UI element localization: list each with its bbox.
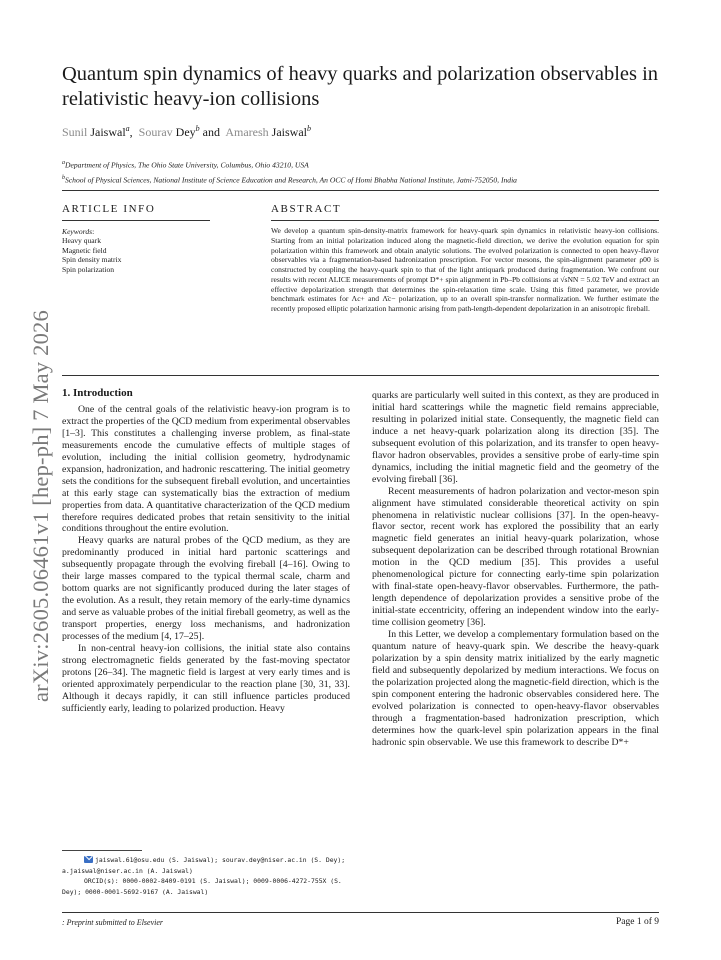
affiliation-text: Department of Physics, The Ohio State University, Columbus, Ohio 43210, USA [65, 160, 309, 170]
author-affiliation-mark: b [307, 124, 311, 133]
abstract-heading: ABSTRACT [271, 203, 342, 215]
abstract-rule [271, 220, 659, 221]
body-paragraph: In this Letter, we develop a complementary formulation based on the quantum nature of heavy-quark spin. We describe the heavy-quark polarization by a spin density matrix initialized by the early magnetic field and subsequently depolarized by medium interactions. We focus on the polarization projected along the magnetic-field direction, which is the spin component entering the hadronic observables considered here. The evolved polarization is connected to open-heavy-flavor observables through a fragmentation-based hadronization prescription, which determines how the quark-level spin polarization appears in the final hadronic spin observable. We use this framework to describe D*+ [372, 629, 659, 748]
footnote-orcids: ORCID(s): 0000-0002-8409-0191 (S. Jaiswal); 0009-0006-4272-755X (S. Dey); 0000-0001-5692-9167 (A. Jaiswal) [62, 877, 342, 896]
author-family-name: Dey [175, 125, 196, 139]
article-info-rule [62, 220, 210, 221]
author-affiliation-mark: a [125, 124, 130, 133]
abstract-bottom-divider [62, 375, 659, 376]
author-conjunction: and [202, 125, 220, 139]
footer-divider [62, 912, 659, 913]
section-heading-introduction: 1. Introduction [62, 387, 133, 399]
paper-title: Quantum spin dynamics of heavy quarks and polarization observables in relativistic heavy-ion collisions [62, 63, 659, 110]
abstract-text: We develop a quantum spin-density-matrix framework for heavy-quark spin dynamics in relativistic heavy-ion collisions. Starting from an initial polarization induced along the magnetic-field direction, we derive the evolution equation for spin polarization within this framework and obtain analytic solutions. The evolved polarization is connected to open heavy-flavor observables via a fragmentation-based hadronization prescription. For vector mesons, the spin-alignment parameter ρ00 is constructed by coupling the heavy-quark spin to that of the light antiquark produced during fragmentation. We confront our results with recent ALICE measurements of prompt D*+ spin alignment in Pb–Pb collisions at √sNN = 5.02 TeV and extract an effective depolarization strength that determines the spin-relaxation time scale. Using this fitted parameter, we provide benchmark estimates for Λc+ and Λ̄c− polarization, up to an overall spin-transfer normalization. We further estimate the recently proposed elliptic polarization harmonic arising from path-length-dependent depolarization in an anisotropic fireball. [271, 226, 659, 313]
body-paragraph: quarks are particularly well suited in this context, as they are produced in initial hard scatterings while the magnetic field remains appreciable, resulting in polarized initial state. Consequently, the magnetic field can induce a net heavy-quark polarization along its direction [35]. The subsequent evolution of this polarization, and its transfer to open heavy-flavor hadron observables, provides a sensitive probe of early-time spin dynamics, including the initial magnetic field and the geometry of the evolving fireball [36]. [372, 390, 659, 485]
affiliation [62, 172, 672, 187]
affiliations [62, 157, 672, 186]
body-paragraph: Heavy quarks are natural probes of the QCD medium, as they are predominantly produced in initial hard partonic scatterings and subsequently propagate through the evolving fireball [4–16]. Owing to their large masses compared to the typical thermal scale, charm and bottom quarks are not significantly produced during the later stages of the evolution. As a result, they retain memory of the early-time dynamics and serve as valuable probes of the initial fireball geometry, as well as the transport properties, energy loss mechanisms, and hadronization processes of the medium [4, 17–25]. [62, 535, 350, 643]
author-given-name: Amaresh [225, 125, 269, 139]
preprint-note: : Preprint submitted to Elsevier [62, 918, 164, 927]
affiliation-mark: a [62, 160, 65, 166]
footnote [62, 855, 350, 897]
keyword: Magnetic field [62, 245, 107, 255]
email-icon [84, 856, 93, 863]
body-paragraph: Recent measurements of hadron polarization and vector-meson spin alignment have stimulated considerable theoretical activity on spin phenomena in relativistic nuclear collisions [37]. In the open-heavy-flavor sector, recent work has explored the possibility that an early magnetic field generates an initial heavy-quark polarization, whose subsequent depolarization can be described through rotational Brownian motion in the QCD medium [35]. This provides a useful phenomenological picture for connecting early-time spin polarization with final-state open-heavy-flavor observables. Furthermore, the path-length dependence of depolarization provides a sensitive probe of the initial-state eccentricity, offering an independent window into the early-time collision geometry [36]. [372, 485, 659, 629]
affiliation-mark: b [62, 174, 65, 181]
author-family-name: Jaiswal [90, 125, 126, 139]
author-given-name: Sunil [62, 125, 88, 139]
body-paragraph: One of the central goals of the relativistic heavy-ion program is to extract the properties of the QCD medium from experimental observables [1–3]. This constitutes a challenging inverse problem, as final-state measurements encode the cumulative effects of multiple stages of evolution, including the initial collision geometry, hydrodynamic expansion, hadronization, and hadronic rescattering. The initial geometry sets the conditions for the subsequent fireball evolution, and uncertainties at this early stage can systematically bias the extraction of medium properties from data. A quantitative characterization of the QCD medium therefore requires dedicated probes that retain sensitivity to the initial conditions throughout the entire evolution. [62, 403, 350, 535]
author-given-name: Sourav [138, 125, 173, 139]
keywords-label: Keywords [62, 227, 93, 236]
author-family-name: Jaiswal [271, 125, 307, 139]
keyword: Spin density matrix [62, 255, 122, 265]
keyword: Spin polarization [62, 264, 115, 274]
footnote-emails[interactable]: jaiswal.61@osu.edu (S. Jaiswal); sourav.dey@niser.ac.in (S. Dey); a.jaiswal@niser.ac.in (A. Jaiswal) [62, 856, 346, 875]
body-paragraph: In non-central heavy-ion collisions, the initial state also contains strong electromagnetic fields generated by the fast-moving spectator protons [26–34]. The magnetic field is largest at very early times and is oriented approximately perpendicular to the reaction plane [30, 31, 33]. Although it decays rapidly, it can still influence particles produced sufficiently early, leading to polarized production. Heavy [62, 643, 350, 714]
affiliation [62, 157, 672, 172]
keyword: Heavy quark [62, 236, 102, 246]
affiliation-text: School of Physical Sciences, National Institute of Science Education and Research, An OCC of Homi Bhabha National Institute, Jatni-752050, India [65, 175, 517, 185]
header-divider [62, 190, 659, 191]
page-number: Page 1 of 9 [615, 917, 659, 927]
keywords-block: Keywords: Heavy quark Magnetic field Spin density matrix Spin polarization [62, 227, 122, 274]
author-list: Sunil Jaiswal$^a$, Sourav Dey$^b$ and Amaresh Jaiswal$^b$ [62, 124, 311, 139]
arxiv-identifier-stamp: arXiv:2605.06461v1 [hep-ph] 7 May 2026 [28, 310, 53, 702]
article-info-heading: ARTICLE INFO [62, 203, 156, 215]
author-affiliation-mark: b [195, 124, 200, 133]
body-column-right [372, 390, 659, 749]
footnote-rule [62, 850, 142, 851]
body-column-left [62, 388, 350, 715]
